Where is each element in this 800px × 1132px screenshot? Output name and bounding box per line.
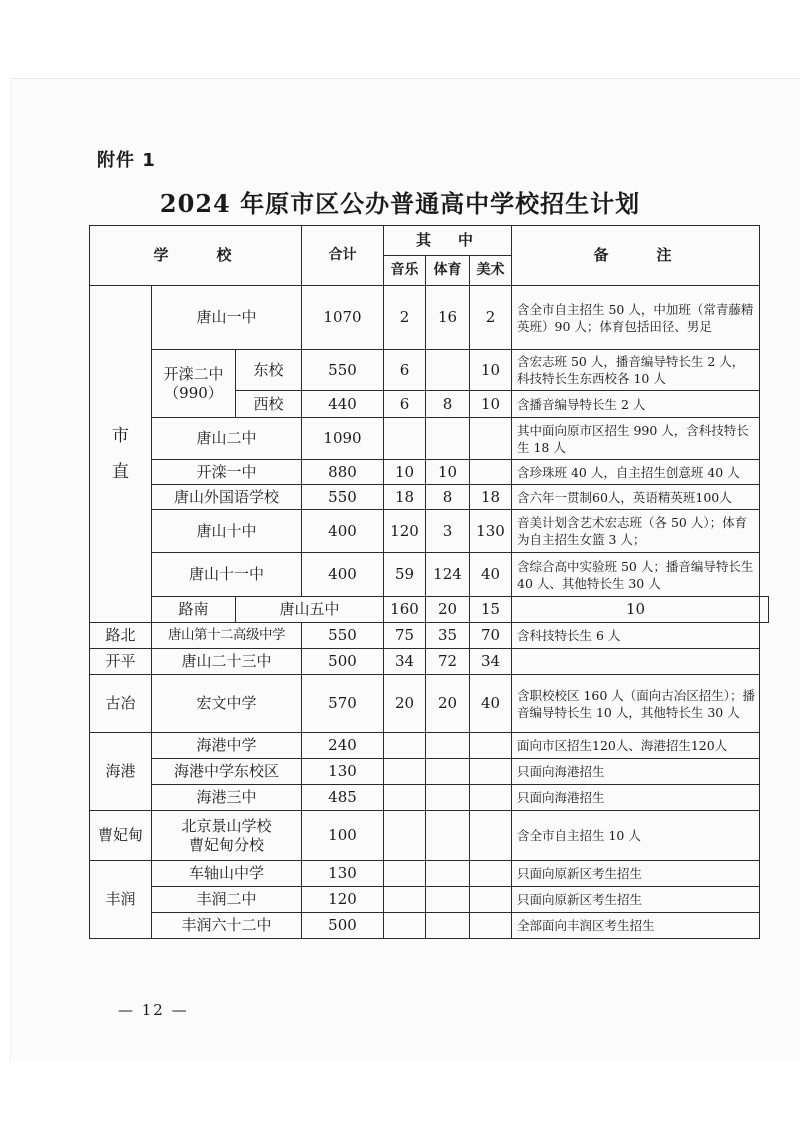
total-cell: 550: [302, 350, 384, 391]
school-name: 车轴山中学: [152, 861, 302, 887]
remark-cell: 面向市区招生120人、海港招生120人: [512, 733, 760, 759]
school-name: 唐山外国语学校: [152, 485, 302, 510]
total-cell: 500: [302, 913, 384, 939]
table-row: [90, 649, 769, 675]
music-cell: 20: [426, 597, 470, 623]
school-name: 海港中学: [152, 733, 302, 759]
remark-cell: 含科技特长生 6 人: [512, 623, 760, 649]
total-cell: 400: [302, 553, 384, 597]
art-cell: 10: [470, 350, 512, 391]
school-name: 唐山二十三中: [152, 649, 302, 675]
art-cell: 34: [470, 649, 512, 675]
remark-cell: 含全市自主招生 50 人，中加班（常青藤精英班）90 人；体育包括田径、男足: [512, 286, 760, 350]
music-cell: [384, 759, 426, 785]
music-cell: 6: [384, 391, 426, 418]
remark-cell: [760, 597, 769, 623]
table-row: [90, 785, 769, 811]
music-cell: 2: [384, 286, 426, 350]
group-caofeidian: 曹妃甸: [90, 811, 152, 861]
art-cell: [470, 460, 512, 485]
table-row: [90, 675, 769, 733]
remark-cell: 音美计划含艺术宏志班（各 50 人）；体育为自主招生女篮 3 人；: [512, 510, 760, 553]
art-cell: [470, 861, 512, 887]
sports-cell: 8: [426, 391, 470, 418]
total-cell: 100: [302, 811, 384, 861]
remark-cell: 只面向海港招生: [512, 759, 760, 785]
school-name: 北京景山学校 曹妃甸分校: [152, 811, 302, 861]
music-cell: [384, 418, 426, 460]
remark-cell: 含综合高中实验班 50 人；播音编导特长生 40 人、其他特长生 30 人: [512, 553, 760, 597]
total-cell: 1090: [302, 418, 384, 460]
school-name: 唐山一中: [152, 286, 302, 350]
total-cell: 240: [302, 733, 384, 759]
total-cell: 485: [302, 785, 384, 811]
header-sports: 体育: [426, 256, 470, 286]
art-cell: [470, 733, 512, 759]
sports-cell: 10: [426, 460, 470, 485]
total-cell: 160: [384, 597, 426, 623]
table-row: [90, 623, 769, 649]
remark-cell: [512, 649, 760, 675]
table-row: [90, 485, 769, 510]
table-row: [90, 510, 769, 553]
music-cell: 10: [384, 460, 426, 485]
sports-cell: [426, 418, 470, 460]
attachment-label: 附件 1: [97, 150, 156, 171]
sports-cell: 35: [426, 623, 470, 649]
art-cell: 40: [470, 553, 512, 597]
total-cell: 880: [302, 460, 384, 485]
school-name: 海港三中: [152, 785, 302, 811]
music-cell: [384, 861, 426, 887]
header-total: 合计: [302, 226, 384, 286]
total-cell: 570: [302, 675, 384, 733]
sports-cell: 16: [426, 286, 470, 350]
table-row: [90, 553, 769, 597]
group-kaiping: 开平: [90, 649, 152, 675]
music-cell: 18: [384, 485, 426, 510]
remark-cell: 含珍珠班 40 人，自主招生创意班 40 人: [512, 460, 760, 485]
group-guye: 古冶: [90, 675, 152, 733]
remark-cell: 含全市自主招生 10 人: [512, 811, 760, 861]
art-cell: [470, 811, 512, 861]
enrollment-plan-table: [89, 225, 769, 939]
table-row: [90, 759, 769, 785]
total-cell: 1070: [302, 286, 384, 350]
art-cell: [470, 418, 512, 460]
total-cell: 550: [302, 623, 384, 649]
music-cell: 34: [384, 649, 426, 675]
group-haigang: 海港: [90, 733, 152, 811]
total-cell: 400: [302, 510, 384, 553]
school-name: 开滦一中: [152, 460, 302, 485]
music-cell: 59: [384, 553, 426, 597]
table-row: [90, 597, 769, 623]
art-cell: [470, 887, 512, 913]
sports-cell: [426, 913, 470, 939]
remark-cell: 含宏志班 50 人，播音编导特长生 2 人，科技特长生东西校各 10 人: [512, 350, 760, 391]
header-remarks: 备 注: [512, 226, 760, 286]
total-cell: 120: [302, 887, 384, 913]
document-title: 2024 年原市区公办普通高中学校招生计划: [159, 189, 641, 218]
header-art: 美术: [470, 256, 512, 286]
sports-cell: [426, 887, 470, 913]
remark-cell: 其中面向原市区招生 990 人，含科技特长生 18 人: [512, 418, 760, 460]
sports-cell: 124: [426, 553, 470, 597]
music-cell: [384, 785, 426, 811]
table-row: [90, 350, 769, 391]
total-cell: 500: [302, 649, 384, 675]
table-row: [90, 913, 769, 939]
art-cell: 130: [470, 510, 512, 553]
music-cell: [384, 733, 426, 759]
school-name: 丰润二中: [152, 887, 302, 913]
school-name: 唐山十中: [152, 510, 302, 553]
table-row: [90, 887, 769, 913]
remark-cell: 含六年一贯制60人，英语精英班100人: [512, 485, 760, 510]
table-header-row: [90, 226, 769, 256]
sports-cell: [426, 759, 470, 785]
school-name: 宏文中学: [152, 675, 302, 733]
total-cell: 550: [302, 485, 384, 510]
sports-cell: [426, 733, 470, 759]
group-lunan: 路南: [152, 597, 236, 623]
music-cell: 75: [384, 623, 426, 649]
school-name: 丰润六十二中: [152, 913, 302, 939]
header-among: 其 中: [384, 226, 512, 256]
page-number: — 12 —: [118, 1001, 189, 1019]
art-cell: 40: [470, 675, 512, 733]
art-cell: [470, 759, 512, 785]
header-music: 音乐: [384, 256, 426, 286]
school-name: 唐山十一中: [152, 553, 302, 597]
sports-cell: 72: [426, 649, 470, 675]
music-cell: 120: [384, 510, 426, 553]
total-cell: 130: [302, 759, 384, 785]
remark-cell: 只面向海港招生: [512, 785, 760, 811]
art-cell: 18: [470, 485, 512, 510]
group-shizhi: 市 直: [90, 286, 152, 623]
table-row: [90, 861, 769, 887]
school-name: 海港中学东校区: [152, 759, 302, 785]
table-row: [90, 460, 769, 485]
sports-cell: 15: [470, 597, 512, 623]
sports-cell: 3: [426, 510, 470, 553]
header-school: 学 校: [90, 226, 302, 286]
art-cell: [470, 913, 512, 939]
sports-cell: [426, 350, 470, 391]
total-cell: 440: [302, 391, 384, 418]
table-row: [90, 286, 769, 350]
sports-cell: 8: [426, 485, 470, 510]
school-name: 唐山二中: [152, 418, 302, 460]
remark-cell: 含播音编导特长生 2 人: [512, 391, 760, 418]
group-lubei: 路北: [90, 623, 152, 649]
table-row: [90, 811, 769, 861]
art-cell: 10: [512, 597, 760, 623]
art-cell: 2: [470, 286, 512, 350]
art-cell: 70: [470, 623, 512, 649]
remark-cell: 只面向原新区考生招生: [512, 887, 760, 913]
remark-cell: 只面向原新区考生招生: [512, 861, 760, 887]
music-cell: 20: [384, 675, 426, 733]
sports-cell: [426, 785, 470, 811]
music-cell: 6: [384, 350, 426, 391]
music-cell: [384, 887, 426, 913]
sports-cell: [426, 861, 470, 887]
sports-cell: [426, 811, 470, 861]
remark-cell: 全部面向丰润区考生招生: [512, 913, 760, 939]
art-cell: [470, 785, 512, 811]
school-name: 唐山五中: [236, 597, 384, 623]
school-name: 唐山第十二高级中学: [152, 623, 302, 649]
table-row: [90, 418, 769, 460]
group-fengrun: 丰润: [90, 861, 152, 939]
art-cell: 10: [470, 391, 512, 418]
total-cell: 130: [302, 861, 384, 887]
music-cell: [384, 811, 426, 861]
remark-cell: 含职校校区 160 人（面向古冶区招生）；播音编导特长生 10 人，其他特长生 30 人: [512, 675, 760, 733]
music-cell: [384, 913, 426, 939]
sports-cell: 20: [426, 675, 470, 733]
school-name: 开滦二中 （990）: [152, 350, 236, 418]
campus-name: 西校: [236, 391, 302, 418]
campus-name: 东校: [236, 350, 302, 391]
table-row: [90, 733, 769, 759]
